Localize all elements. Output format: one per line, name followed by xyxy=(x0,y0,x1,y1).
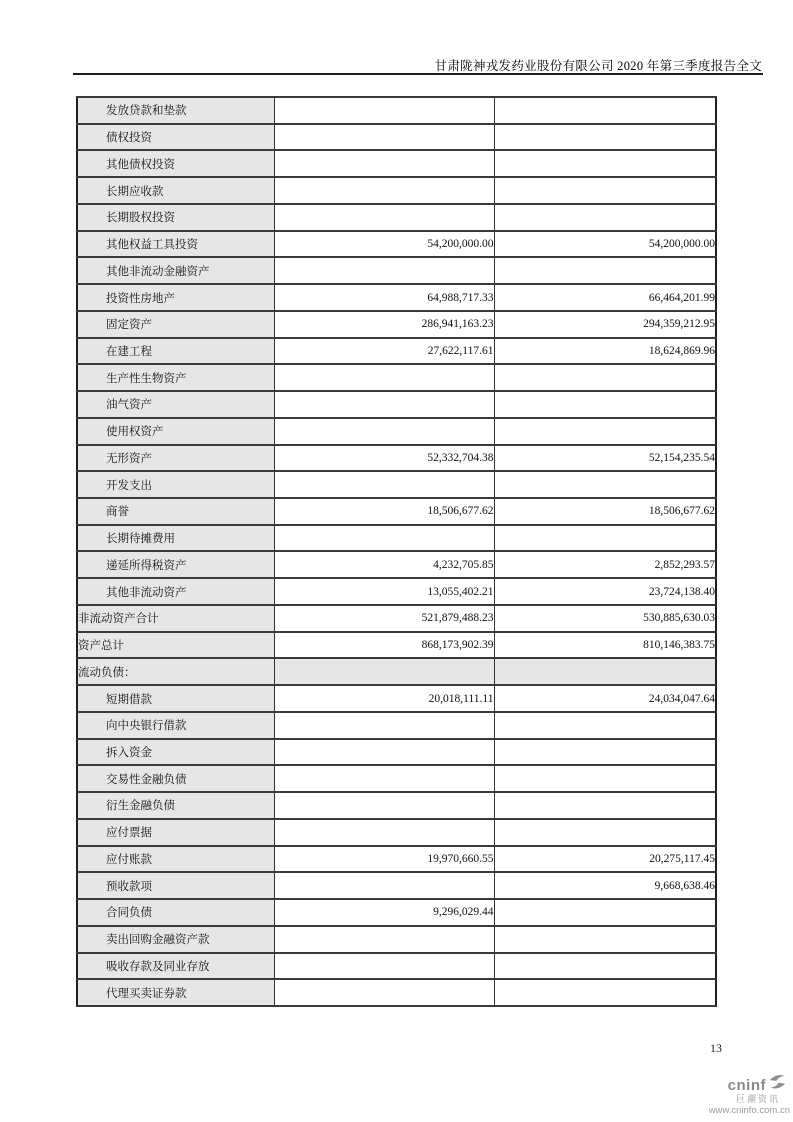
row-label-cell: 发放贷款和垫款 xyxy=(77,97,274,124)
table-row xyxy=(77,792,716,819)
table-row xyxy=(77,846,716,873)
row-label-cell: 流动负债： xyxy=(77,658,274,685)
table-row xyxy=(77,338,716,365)
table-row xyxy=(77,498,716,525)
row-value-cell-1 xyxy=(274,739,494,766)
table-row xyxy=(77,685,716,712)
table-row xyxy=(77,632,716,659)
row-value-cell-2 xyxy=(494,204,716,231)
row-value-cell-2 xyxy=(494,97,716,124)
row-label-cell: 衍生金融负债 xyxy=(77,792,274,819)
row-value-cell-1 xyxy=(274,792,494,819)
row-value-cell-1 xyxy=(274,765,494,792)
row-label-cell: 生产性生物资产 xyxy=(77,364,274,391)
row-value-cell-2 xyxy=(494,525,716,552)
row-value-cell-2: 20,275,117.45 xyxy=(494,846,716,873)
row-value-cell-1 xyxy=(274,97,494,124)
row-value-cell-2 xyxy=(494,765,716,792)
table-row xyxy=(77,899,716,926)
row-value-cell-2: 9,668,638.46 xyxy=(494,872,716,899)
page-number: 13 xyxy=(710,1041,722,1055)
row-value-cell-1 xyxy=(274,177,494,204)
row-label-cell: 卖出回购金融资产款 xyxy=(77,926,274,953)
row-value-cell-1 xyxy=(274,418,494,445)
row-value-cell-1 xyxy=(274,872,494,899)
row-value-cell-1: 52,332,704.38 xyxy=(274,445,494,472)
row-value-cell-2 xyxy=(494,257,716,284)
table-row xyxy=(77,471,716,498)
row-label-cell: 代理买卖证券款 xyxy=(77,979,274,1006)
row-label-cell: 在建工程 xyxy=(77,338,274,365)
cninfo-brand-chinese: 巨潮资讯 xyxy=(735,1094,780,1105)
balance-sheet-table xyxy=(76,96,717,1007)
row-label-cell: 吸收存款及同业存放 xyxy=(77,953,274,980)
row-label-cell: 应付账款 xyxy=(77,846,274,873)
row-value-cell-1 xyxy=(274,204,494,231)
row-value-cell-1: 13,055,402.21 xyxy=(274,578,494,605)
table-row xyxy=(77,418,716,445)
row-label-cell: 向中央银行借款 xyxy=(77,712,274,739)
row-label-cell: 长期股权投资 xyxy=(77,204,274,231)
row-value-cell-1 xyxy=(274,712,494,739)
row-label-cell: 其他权益工具投资 xyxy=(77,231,274,258)
row-value-cell-2: 66,464,201.99 xyxy=(494,284,716,311)
row-value-cell-2: 810,146,383.75 xyxy=(494,632,716,659)
row-value-cell-2 xyxy=(494,926,716,953)
row-label-cell: 交易性金融负债 xyxy=(77,765,274,792)
table-row xyxy=(77,551,716,578)
row-label-cell: 拆入资金 xyxy=(77,739,274,766)
table-row xyxy=(77,819,716,846)
row-label-cell: 资产总计 xyxy=(77,632,274,659)
row-label-cell: 其他债权投资 xyxy=(77,150,274,177)
row-value-cell-2 xyxy=(494,471,716,498)
table-row xyxy=(77,739,716,766)
table-row xyxy=(77,284,716,311)
row-label-cell: 油气资产 xyxy=(77,391,274,418)
row-value-cell-1 xyxy=(274,953,494,980)
row-label-cell: 商誉 xyxy=(77,498,274,525)
row-value-cell-1: 286,941,163.23 xyxy=(274,311,494,338)
cninfo-logo xyxy=(709,1076,790,1117)
table-row xyxy=(77,953,716,980)
table-row xyxy=(77,525,716,552)
row-value-cell-1: 19,970,660.55 xyxy=(274,846,494,873)
row-value-cell-1: 18,506,677.62 xyxy=(274,498,494,525)
cninfo-brand-text: cninf xyxy=(727,1077,766,1095)
row-value-cell-1: 521,879,488.23 xyxy=(274,605,494,632)
row-value-cell-2 xyxy=(494,953,716,980)
row-value-cell-1 xyxy=(274,471,494,498)
row-label-cell: 长期应收款 xyxy=(77,177,274,204)
row-label-cell: 非流动资产合计 xyxy=(77,605,274,632)
row-value-cell-1 xyxy=(274,525,494,552)
row-value-cell-1: 54,200,000.00 xyxy=(274,231,494,258)
row-value-cell-2: 24,034,047.64 xyxy=(494,685,716,712)
header-divider-rule xyxy=(73,73,763,75)
row-label-cell: 开发支出 xyxy=(77,471,274,498)
row-value-cell-2 xyxy=(494,124,716,151)
row-value-cell-1: 9,296,029.44 xyxy=(274,899,494,926)
row-value-cell-2 xyxy=(494,364,716,391)
table-row xyxy=(77,177,716,204)
cninfo-url: www.cninfo.com.cn xyxy=(708,1104,790,1116)
table-row xyxy=(77,97,716,124)
table-row xyxy=(77,926,716,953)
row-value-cell-1: 20,018,111.11 xyxy=(274,685,494,712)
row-label-cell: 投资性房地产 xyxy=(77,284,274,311)
row-label-cell: 长期待摊费用 xyxy=(77,525,274,552)
row-value-cell-2 xyxy=(494,658,716,685)
row-value-cell-2 xyxy=(494,150,716,177)
row-value-cell-1: 868,173,902.39 xyxy=(274,632,494,659)
table-row xyxy=(77,605,716,632)
row-label-cell: 应付票据 xyxy=(77,819,274,846)
row-label-cell: 使用权资产 xyxy=(77,418,274,445)
row-value-cell-2: 52,154,235.54 xyxy=(494,445,716,472)
row-value-cell-2: 54,200,000.00 xyxy=(494,231,716,258)
row-value-cell-1 xyxy=(274,979,494,1006)
row-label-cell: 债权投资 xyxy=(77,124,274,151)
row-value-cell-2: 18,624,869.96 xyxy=(494,338,716,365)
table-row xyxy=(77,231,716,258)
row-label-cell: 固定资产 xyxy=(77,311,274,338)
table-row xyxy=(77,979,716,1006)
row-value-cell-2: 23,724,138.40 xyxy=(494,578,716,605)
table-row xyxy=(77,364,716,391)
table-row xyxy=(77,445,716,472)
row-label-cell: 短期借款 xyxy=(77,685,274,712)
table-row xyxy=(77,257,716,284)
table-row xyxy=(77,150,716,177)
row-value-cell-1: 64,988,717.33 xyxy=(274,284,494,311)
table-row xyxy=(77,872,716,899)
table-row xyxy=(77,124,716,151)
row-value-cell-2 xyxy=(494,177,716,204)
row-value-cell-2 xyxy=(494,819,716,846)
cninfo-logo-row xyxy=(728,1076,787,1095)
row-value-cell-1: 27,622,117.61 xyxy=(274,338,494,365)
row-value-cell-2: 2,852,293.57 xyxy=(494,551,716,578)
row-value-cell-2 xyxy=(494,391,716,418)
table-row xyxy=(77,578,716,605)
row-value-cell-2 xyxy=(494,979,716,1006)
table-row xyxy=(77,765,716,792)
row-value-cell-1 xyxy=(274,391,494,418)
row-value-cell-2: 18,506,677.62 xyxy=(494,498,716,525)
table-row xyxy=(77,311,716,338)
row-value-cell-2 xyxy=(494,739,716,766)
row-label-cell: 无形资产 xyxy=(77,445,274,472)
table-row xyxy=(77,712,716,739)
balance-sheet-body xyxy=(77,97,716,1006)
row-value-cell-1 xyxy=(274,819,494,846)
row-label-cell: 预收款项 xyxy=(77,872,274,899)
row-value-cell-1: 4,232,705.85 xyxy=(274,551,494,578)
table-row xyxy=(77,391,716,418)
row-value-cell-1 xyxy=(274,926,494,953)
row-label-cell: 其他非流动金融资产 xyxy=(77,257,274,284)
row-label-cell: 合同负债 xyxy=(77,899,274,926)
row-value-cell-1 xyxy=(274,364,494,391)
row-value-cell-1 xyxy=(274,658,494,685)
cninfo-swirl-icon xyxy=(768,1074,787,1095)
row-value-cell-2 xyxy=(494,792,716,819)
report-header-title: 甘肃陇神戎发药业股份有限公司 2020 年第三季度报告全文 xyxy=(434,59,762,73)
row-value-cell-2: 294,359,212.95 xyxy=(494,311,716,338)
row-value-cell-1 xyxy=(274,150,494,177)
table-row xyxy=(77,204,716,231)
row-value-cell-1 xyxy=(274,257,494,284)
table-row xyxy=(77,658,716,685)
row-value-cell-2 xyxy=(494,899,716,926)
row-value-cell-2 xyxy=(494,418,716,445)
row-value-cell-1 xyxy=(274,124,494,151)
row-value-cell-2: 530,885,630.03 xyxy=(494,605,716,632)
row-value-cell-2 xyxy=(494,712,716,739)
row-label-cell: 递延所得税资产 xyxy=(77,551,274,578)
row-label-cell: 其他非流动资产 xyxy=(77,578,274,605)
